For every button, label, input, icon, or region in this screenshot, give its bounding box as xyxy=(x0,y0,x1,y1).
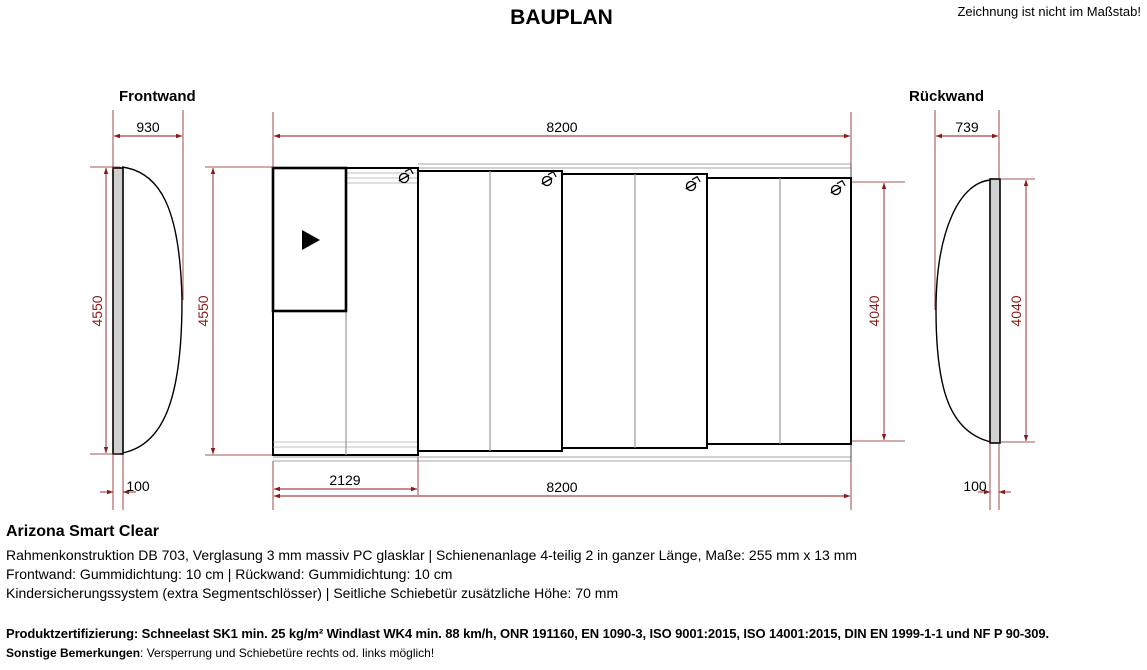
dim-front-wall: 100 xyxy=(126,478,150,494)
dim-plan-length-top: 8200 xyxy=(546,119,578,135)
segment-lock-icon xyxy=(539,172,558,188)
page-title: BAUPLAN xyxy=(510,6,613,29)
spec-line: Frontwand: Gummidichtung: 10 cm | Rückwand: Gummidichtung: 10 cm xyxy=(6,566,453,582)
back-roof-profile xyxy=(936,180,991,442)
front-view xyxy=(89,110,183,510)
dim-back-depth: 739 xyxy=(955,119,979,135)
dim-door-width: 2129 xyxy=(329,472,361,488)
front-wall-strip xyxy=(113,168,123,454)
dim-plan-length-bottom: 8200 xyxy=(546,479,578,495)
dim-plan-height-back: 4040 xyxy=(866,295,882,327)
segment-lock-icon xyxy=(396,169,415,185)
plan-segment-2 xyxy=(418,171,562,451)
certification-label: Produktzertifizierung: xyxy=(6,626,139,641)
spec-line: Rahmenkonstruktion DB 703, Verglasung 3 mm massiv PC glasklar | Schienenanlage 4-teilig 2 in ganzer Länge, Maße: 255 mm x 13 mm xyxy=(6,547,858,563)
back-view-label: Rückwand xyxy=(909,88,985,105)
dim-plan-height-front: 4550 xyxy=(195,295,211,327)
remarks-label: Sonstige Bemerkungen xyxy=(6,646,141,660)
back-wall-strip xyxy=(990,179,1000,443)
product-name: Arizona Smart Clear xyxy=(6,523,159,540)
segment-lock-icon xyxy=(828,181,847,197)
plan-view xyxy=(195,112,905,510)
certification-text: Schneelast SK1 min. 25 kg/m² Windlast WK4 min. 88 km/h, ONR 191160, EN 1090-3, ISO 9001:2015, ISO 14001:2015, DIN EN 1999-1-1 und NF P 90-309. xyxy=(141,626,1050,641)
front-view-label: Frontwand xyxy=(119,88,196,105)
dim-front-depth: 930 xyxy=(136,119,160,135)
segment-lock-icon xyxy=(683,177,702,193)
front-roof-profile xyxy=(122,167,182,453)
dim-back-wall: 100 xyxy=(963,478,987,494)
back-view xyxy=(935,110,1035,510)
spec-line: Kindersicherungssystem (extra Segmentschlösser) | Seitliche Schiebetür zusätzliche Höhe: 70 mm xyxy=(6,585,619,601)
scale-note: Zeichnung ist nicht im Maßstab! xyxy=(957,4,1141,19)
certification xyxy=(6,626,1049,641)
dim-front-height: 4550 xyxy=(89,295,105,327)
plan-segment-3 xyxy=(562,174,707,448)
remarks-text: : Versperrung und Schiebetüre rechts od. links möglich! xyxy=(140,646,435,660)
remarks xyxy=(6,646,434,660)
plan-segment-4 xyxy=(707,178,851,444)
dim-back-height: 4040 xyxy=(1008,295,1024,327)
